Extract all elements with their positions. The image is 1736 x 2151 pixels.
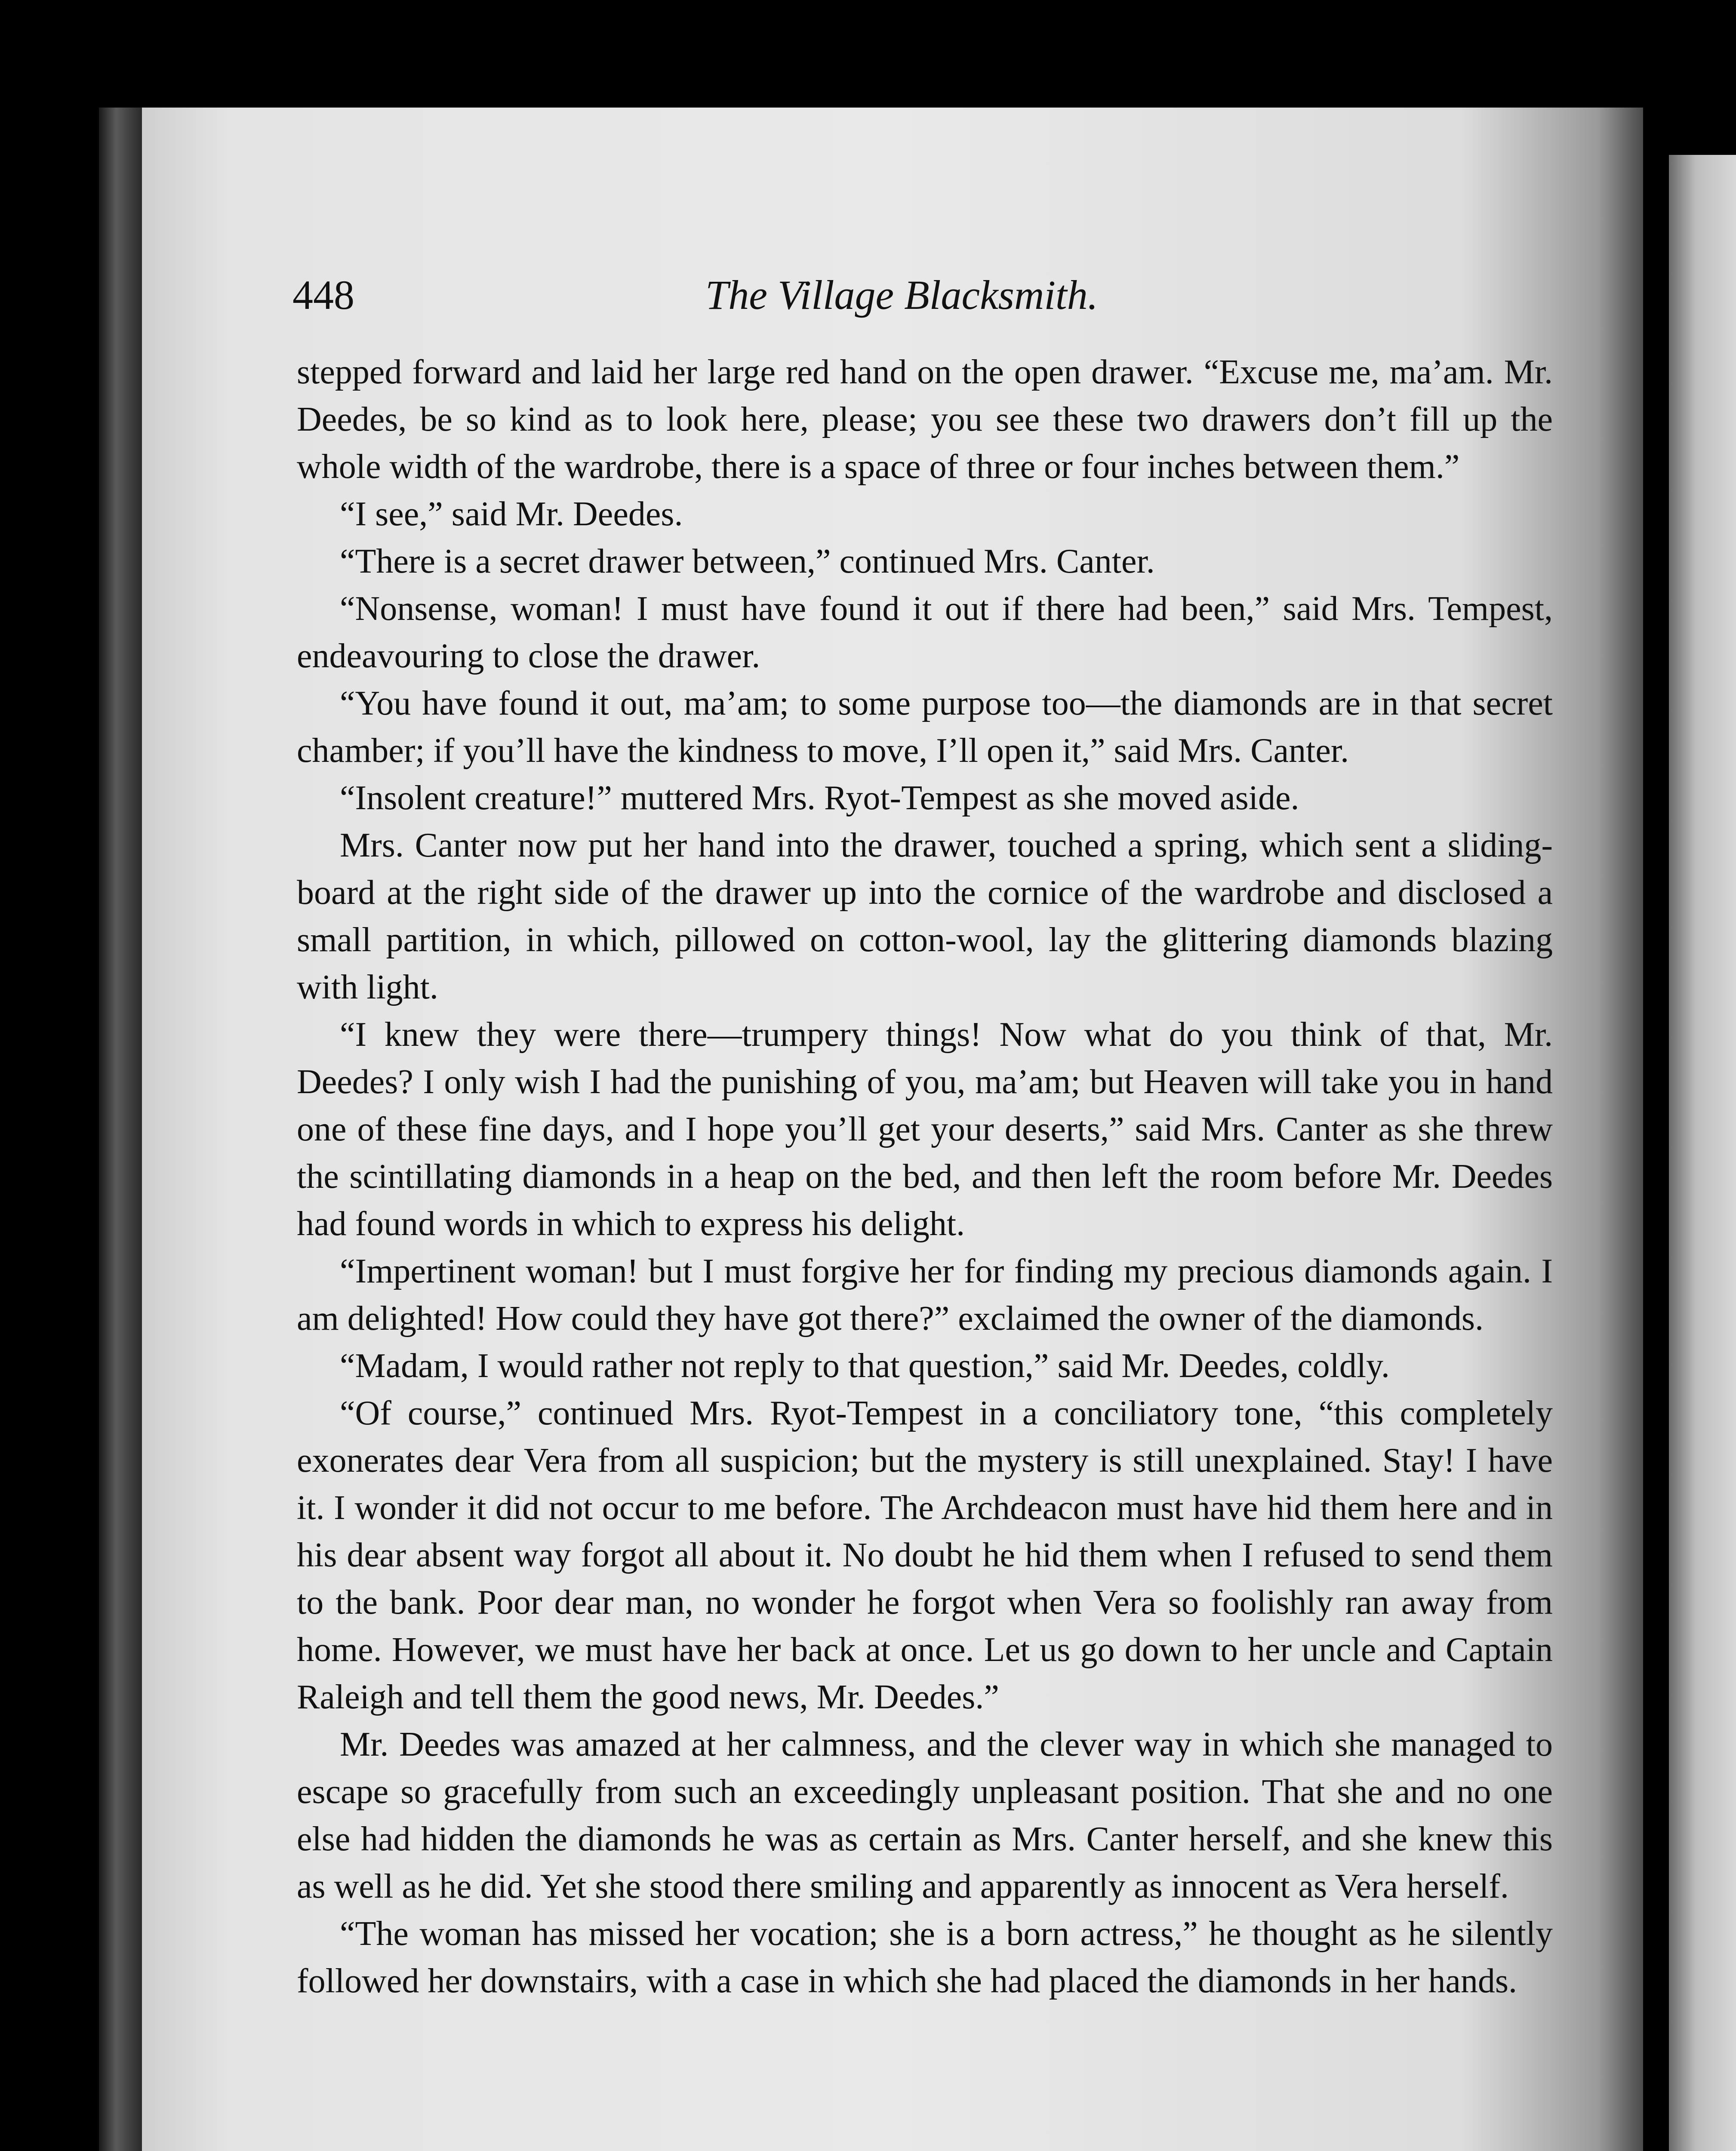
- adjacent-page-edge: [1669, 155, 1736, 2151]
- running-title: The Village Blacksmith.: [705, 272, 1098, 318]
- paragraph: stepped forward and laid her large red hand on the open drawer. “Excuse me, ma’am. Mr. Deedes, be so kind as to look here, please; you see these two drawers don’t fill up the whole width of the wardrobe, there is a space of three or four inches between them.”: [297, 353, 1553, 486]
- paragraph: Mrs. Canter now put her hand into the drawer, touched a spring, which sent a sliding-board at the right side of the drawer up into the cornice of the wardrobe and disclosed a small partition, in which, pillowed on cotton-wool, lay the glittering diamonds blazing with light.: [297, 826, 1553, 1006]
- paragraph: “Of course,” continued Mrs. Ryot-Tempest in a conciliatory tone, “this completely exonerates dear Vera from all suspicion; but the mystery is still unexplained. Stay! I have it. I wonder it did not occur to me before. The Archdeacon must have hid them here and in his dear absent way forgot all about it. No doubt he hid them when I refused to send them to the bank. Poor dear man, no wonder he forgot when Vera so foolishly ran away from home. However, we must have her back at once. Let us go down to her uncle and Captain Raleigh and tell them the good news, Mr. Deedes.”: [297, 1394, 1553, 1716]
- paragraph: “Insolent creature!” muttered Mrs. Ryot-Tempest as she moved aside.: [340, 779, 1299, 817]
- page-header: [292, 262, 1566, 327]
- paragraph: Mr. Deedes was amazed at her calmness, and the clever way in which she managed to escape so gracefully from such an exceedingly unpleasant position. That she and no one else had hidden the diamonds he was as certain as Mrs. Canter herself, and she knew this as well as he did. Yet she stood there smiling and apparently as innocent as Vera herself.: [297, 1726, 1553, 1905]
- book-binding: [99, 108, 142, 2151]
- paragraph: “Madam, I would rather not reply to that question,” said Mr. Deedes, coldly.: [340, 1347, 1390, 1385]
- body-text: [297, 348, 1553, 2005]
- paragraph: “There is a secret drawer between,” continued Mrs. Canter.: [340, 542, 1155, 580]
- paragraph: “You have found it out, ma’am; to some purpose too—the diamonds are in that secret chamber; if you’ll have the kindness to move, I’ll open it,” said Mrs. Canter.: [297, 684, 1553, 770]
- paragraph: “Nonsense, woman! I must have found it out if there had been,” said Mrs. Tempest, endeavouring to close the drawer.: [297, 590, 1553, 675]
- paragraph: “I knew they were there—trumpery things! Now what do you think of that, Mr. Deedes? I only wish I had the punishing of you, ma’am; but Heaven will take you in hand one of these fine days, and I hope you’ll get your deserts,” said Mrs. Canter as she threw the scintillating diamonds in a heap on the bed, and then left the room before Mr. Deedes had found words in which to express his delight.: [297, 1016, 1553, 1243]
- paragraph: “I see,” said Mr. Deedes.: [340, 495, 683, 533]
- paragraph: “The woman has missed her vocation; she is a born actress,” he thought as he silently followed her downstairs, with a case in which she had placed the diamonds in her hands.: [297, 1915, 1553, 2000]
- paragraph: “Impertinent woman! but I must forgive her for finding my precious diamonds again. I am delighted! How could they have got there?” exclaimed the owner of the diamonds.: [297, 1252, 1553, 1337]
- page-number: 448: [292, 272, 354, 318]
